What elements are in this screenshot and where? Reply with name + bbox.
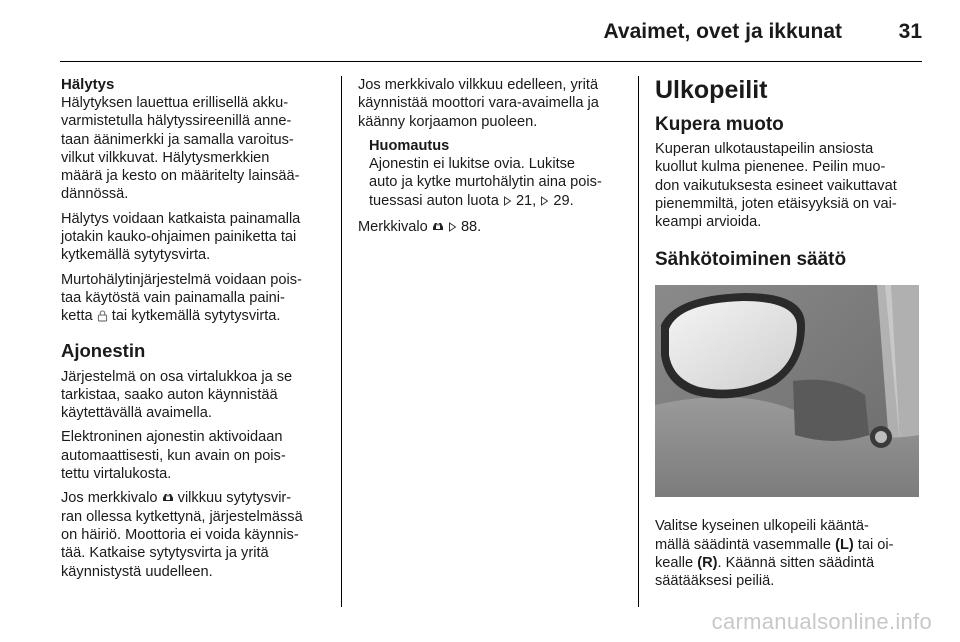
page-reference-icon[interactable] (540, 196, 549, 206)
immobiliser-paragraph-4: Jos merkkivalo vilkkuu edelleen, yritä käynnistää moottori vara-avaimella ja käänny korjaamon puoleen. (358, 77, 599, 130)
mirrors-heading: Ulkopeilit (655, 76, 768, 104)
column-divider (638, 76, 639, 607)
column-3 (655, 76, 923, 597)
page-header (0, 0, 960, 62)
immobiliser-paragraph-3: Jos merkkivalo vilkkuu sytytysvir- ran ollessa kytkettynä, järjestelmässä on häiriö. Moottoria ei voida käynnis- tää. Katkaise sytytysvirta ja yritä käynnistystä uudelleen. (61, 490, 303, 580)
alarm-paragraph-3: Murtohälytinjärjestelmä voidaan pois- taa käytöstä vain painamalla paini- ketta tai kytkemällä sytytysvirta. (61, 271, 302, 325)
page-reference-icon[interactable] (448, 222, 457, 232)
note-box: Huomautus Ajonestin ei lukitse ovia. Lukitse auto ja kytke murtohälytin aina pois- tuessasi auton luota 21, 29. (358, 137, 630, 210)
immobiliser-heading: Ajonestin (61, 339, 146, 361)
page-title: Avaimet, ovet ja ikkunat (603, 20, 842, 43)
page-reference-link[interactable]: 88. (460, 219, 482, 236)
convex-paragraph: Kuperan ulkotaustapeilin ansiosta kuollut kulma pienenee. Peilin muo- don vaikutuksesta esineet vaikuttavat pienemmiltä, joten etäisyyksiä on vai- keampi arvioida. (655, 141, 897, 231)
column-2 (358, 76, 630, 242)
immobiliser-paragraph-1: Järjestelmä on osa virtalukkoa ja se tarkistaa, saako auton käynnistää käytettävällä avaimella. (61, 368, 293, 422)
adjustment-paragraph: Valitse kyseinen ulkopeili kääntä- mällä säädintä vasemmalle (L) tai oi- kealle (R). Käännä sitten säädintä säätääksesi peiliä. (655, 518, 894, 590)
page-reference-link[interactable]: 21, (515, 192, 537, 209)
page-reference-icon[interactable] (503, 196, 512, 206)
column-divider (341, 76, 342, 607)
mirror-adjustment-photo (655, 285, 919, 497)
watermark: carmanualsonline.info (711, 609, 932, 634)
right-key-label: (R) (697, 555, 718, 572)
immobiliser-warning-icon (162, 491, 174, 503)
alarm-paragraph-1: Hälytyksen lauettua erillisellä akku- varmistetulla hälytyssireenillä anne- taan äänimerkki ja samalla varoitus- vilkut vilkkuvat. Hälytysmerkkien määrä ja kesto on määritelty lainsää- dännössä. (61, 95, 300, 203)
electric-adjustment-heading: Sähkötoiminen säätö (655, 249, 847, 271)
alarm-paragraph-2: Hälytys voidaan katkaista painamalla jotakin kauko-ohjaimen painiketta tai kytkemällä sytytysvirta. (61, 210, 301, 264)
indicator-paragraph: Merkkivalo 88. (358, 219, 482, 236)
page-number: 31 (898, 20, 922, 43)
header-rule (60, 61, 922, 62)
immobiliser-paragraph-2: Elektroninen ajonestin aktivoidaan automaattisesti, kun avain on pois- tettu virtalukosta. (61, 429, 286, 483)
lock-button-icon (97, 309, 108, 322)
left-key-label: (L) (835, 536, 854, 553)
immobiliser-warning-icon (432, 220, 444, 232)
alarm-heading: Hälytys (61, 76, 115, 93)
note-title: Huomautus (369, 137, 450, 154)
page-reference-link[interactable]: 29. (553, 192, 574, 209)
convex-shape-heading: Kupera muoto (655, 114, 784, 135)
column-1 (61, 76, 333, 587)
